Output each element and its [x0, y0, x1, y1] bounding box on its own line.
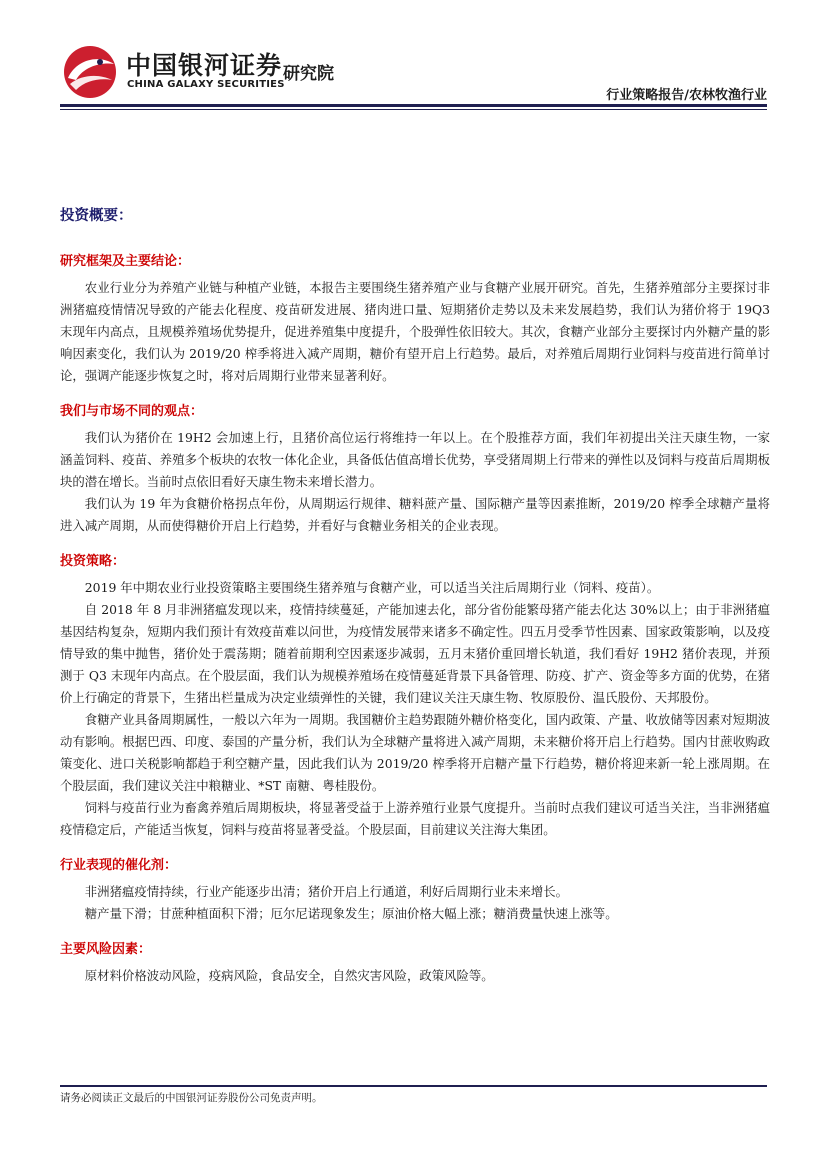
paragraph: 我们认为 19 年为食糖价格拐点年份，从周期运行规律、糖料蔗产量、国际糖产量等因素推断，2019/20 榨季全球糖产量将进入减产周期，从而使得糖价开启上行趋势，并看好与食糖业务相关的企业表现。 — [60, 496, 770, 533]
paragraph: 饲料与疫苗行业为畜禽养殖后周期板块，将显著受益于上游养殖行业景气度提升。当前时点我们建议可适当关注，当非洲猪瘟疫情稳定后，产能适当恢复，饲料与疫苗将显著受益。个股层面，目前建议关注海大集团。 — [60, 800, 770, 837]
paragraph: 2019 年中期农业行业投资策略主要围绕生猪养殖与食糖产业，可以适当关注后周期行业（饲料、疫苗）。 — [84, 580, 660, 595]
section-framework — [60, 251, 770, 387]
main-content — [60, 204, 770, 1001]
logo-english-name: CHINA GALAXY SECURITIES — [127, 79, 285, 90]
section-heading: 行业表现的催化剂： — [60, 858, 178, 873]
paragraph: 自 2018 年 8 月非洲猪瘟发现以来，疫情持续蔓延，产能加速去化，部分省份能繁母猪产能去化达 30%以上；由于非洲猪瘟基因结构复杂，短期内我们预计有效疫苗难以问世，为疫情发展带来诸多不确定性。四五月受季节性因素、国家政策影响，以及疫情导致的集中抛售，猪价处于震荡期；随着前期利空因素逐步减弱，五月末猪价重回增长轨道，我们看好 19H2 猪价表现，并预测于 Q3 末现年内高点。在个股层面，我们认为规模养殖场在疫情蔓延背景下具备管理、防疫、扩产、资金等多方面的优势，在猪价上行确定的背景下，生猪出栏量成为决定业绩弹性的关键，我们建议关注天康生物、牧原股份、温氏股份、天邦股份。 — [60, 602, 770, 705]
footer-divider — [60, 1085, 767, 1087]
logo-chinese-name: 中国银河证券 — [126, 51, 283, 80]
section-strategy — [60, 551, 770, 841]
section-catalysts — [60, 855, 770, 925]
page-header — [0, 0, 827, 110]
footer-disclaimer: 请务必阅读正文最后的中国银河证券股份公司免责声明。 — [60, 1092, 323, 1104]
section-heading: 主要风险因素： — [60, 942, 152, 957]
page-title: 投资概要： — [60, 207, 133, 224]
section-heading: 投资策略： — [60, 554, 126, 569]
header-divider-thin — [60, 109, 767, 110]
paragraph: 原材料价格波动风险，疫病风险，食品安全，自然灾害风险，政策风险等。 — [84, 968, 494, 983]
paragraph: 农业行业分为养殖产业链与种植产业链，本报告主要围绕生猪养殖产业与食糖产业展开研究。首先，生猪养殖部分主要探讨非洲猪瘟疫情情况导致的产能去化程度、疫苗研发进展、猪肉进口量、短期猪价走势以及未来发展趋势，我们认为猪价将于 19Q3 末现年内高点，且规模养殖场优势提升，促进养殖集中度提升，个股弹性依旧较大。其次，食糖产业部分主要探讨内外糖产量的影响因素变化，我们认为 2019/20 榨季将进入减产周期，糖价有望开启上行趋势。最后，对养殖后周期行业饲料与疫苗进行简单讨论，强调产能逐步恢复之时，将对后周期行业带来显著利好。 — [60, 280, 770, 383]
logo-institute: 研究院 — [283, 64, 334, 84]
report-type: 行业策略报告/农林牧渔行业 — [606, 88, 767, 103]
paragraph: 我们认为猪价在 19H2 会加速上行，且猪价高位运行将维持一年以上。在个股推荐方面，我们年初提出关注天康生物，一家涵盖饲料、疫苗、养殖多个板块的农牧一体化企业，具备低估值高增长优势，享受猪周期上行带来的弹性以及饲料与疫苗后周期板块的潜在增长。当前时点依旧看好天康生物未来增长潜力。 — [60, 430, 770, 489]
galaxy-logo-icon — [62, 44, 118, 100]
paragraph: 非洲猪瘟疫情持续，行业产能逐步出清；猪价开启上行通道，利好后周期行业未来增长。 — [84, 884, 569, 899]
paragraph: 糖产量下滑；甘蔗种植面积下滑；厄尔尼诺现象发生；原油价格大幅上涨；糖消费量快速上涨等。 — [84, 906, 618, 921]
section-differing-views — [60, 401, 770, 537]
section-heading: 研究框架及主要结论： — [60, 254, 191, 269]
section-heading: 我们与市场不同的观点： — [60, 404, 204, 419]
paragraph: 食糖产业具备周期属性，一般以六年为一周期。我国糖价主趋势跟随外糖价格变化，国内政策、产量、收放储等因素对短期波动有影响。根据巴西、印度、泰国的产量分析，我们认为全球糖产量将进入减产周期，未来糖价将开启上行趋势。国内甘蔗收购政策变化、进口关税影响都趋于利空糖产量，因此我们认为 2019/20 榨季将开启糖产量下行趋势，糖价将迎来新一轮上涨周期。在个股层面，我们建议关注中粮糖业、*ST 南糖、粤桂股份。 — [60, 712, 770, 793]
header-divider — [60, 104, 767, 107]
section-risks — [60, 939, 770, 987]
